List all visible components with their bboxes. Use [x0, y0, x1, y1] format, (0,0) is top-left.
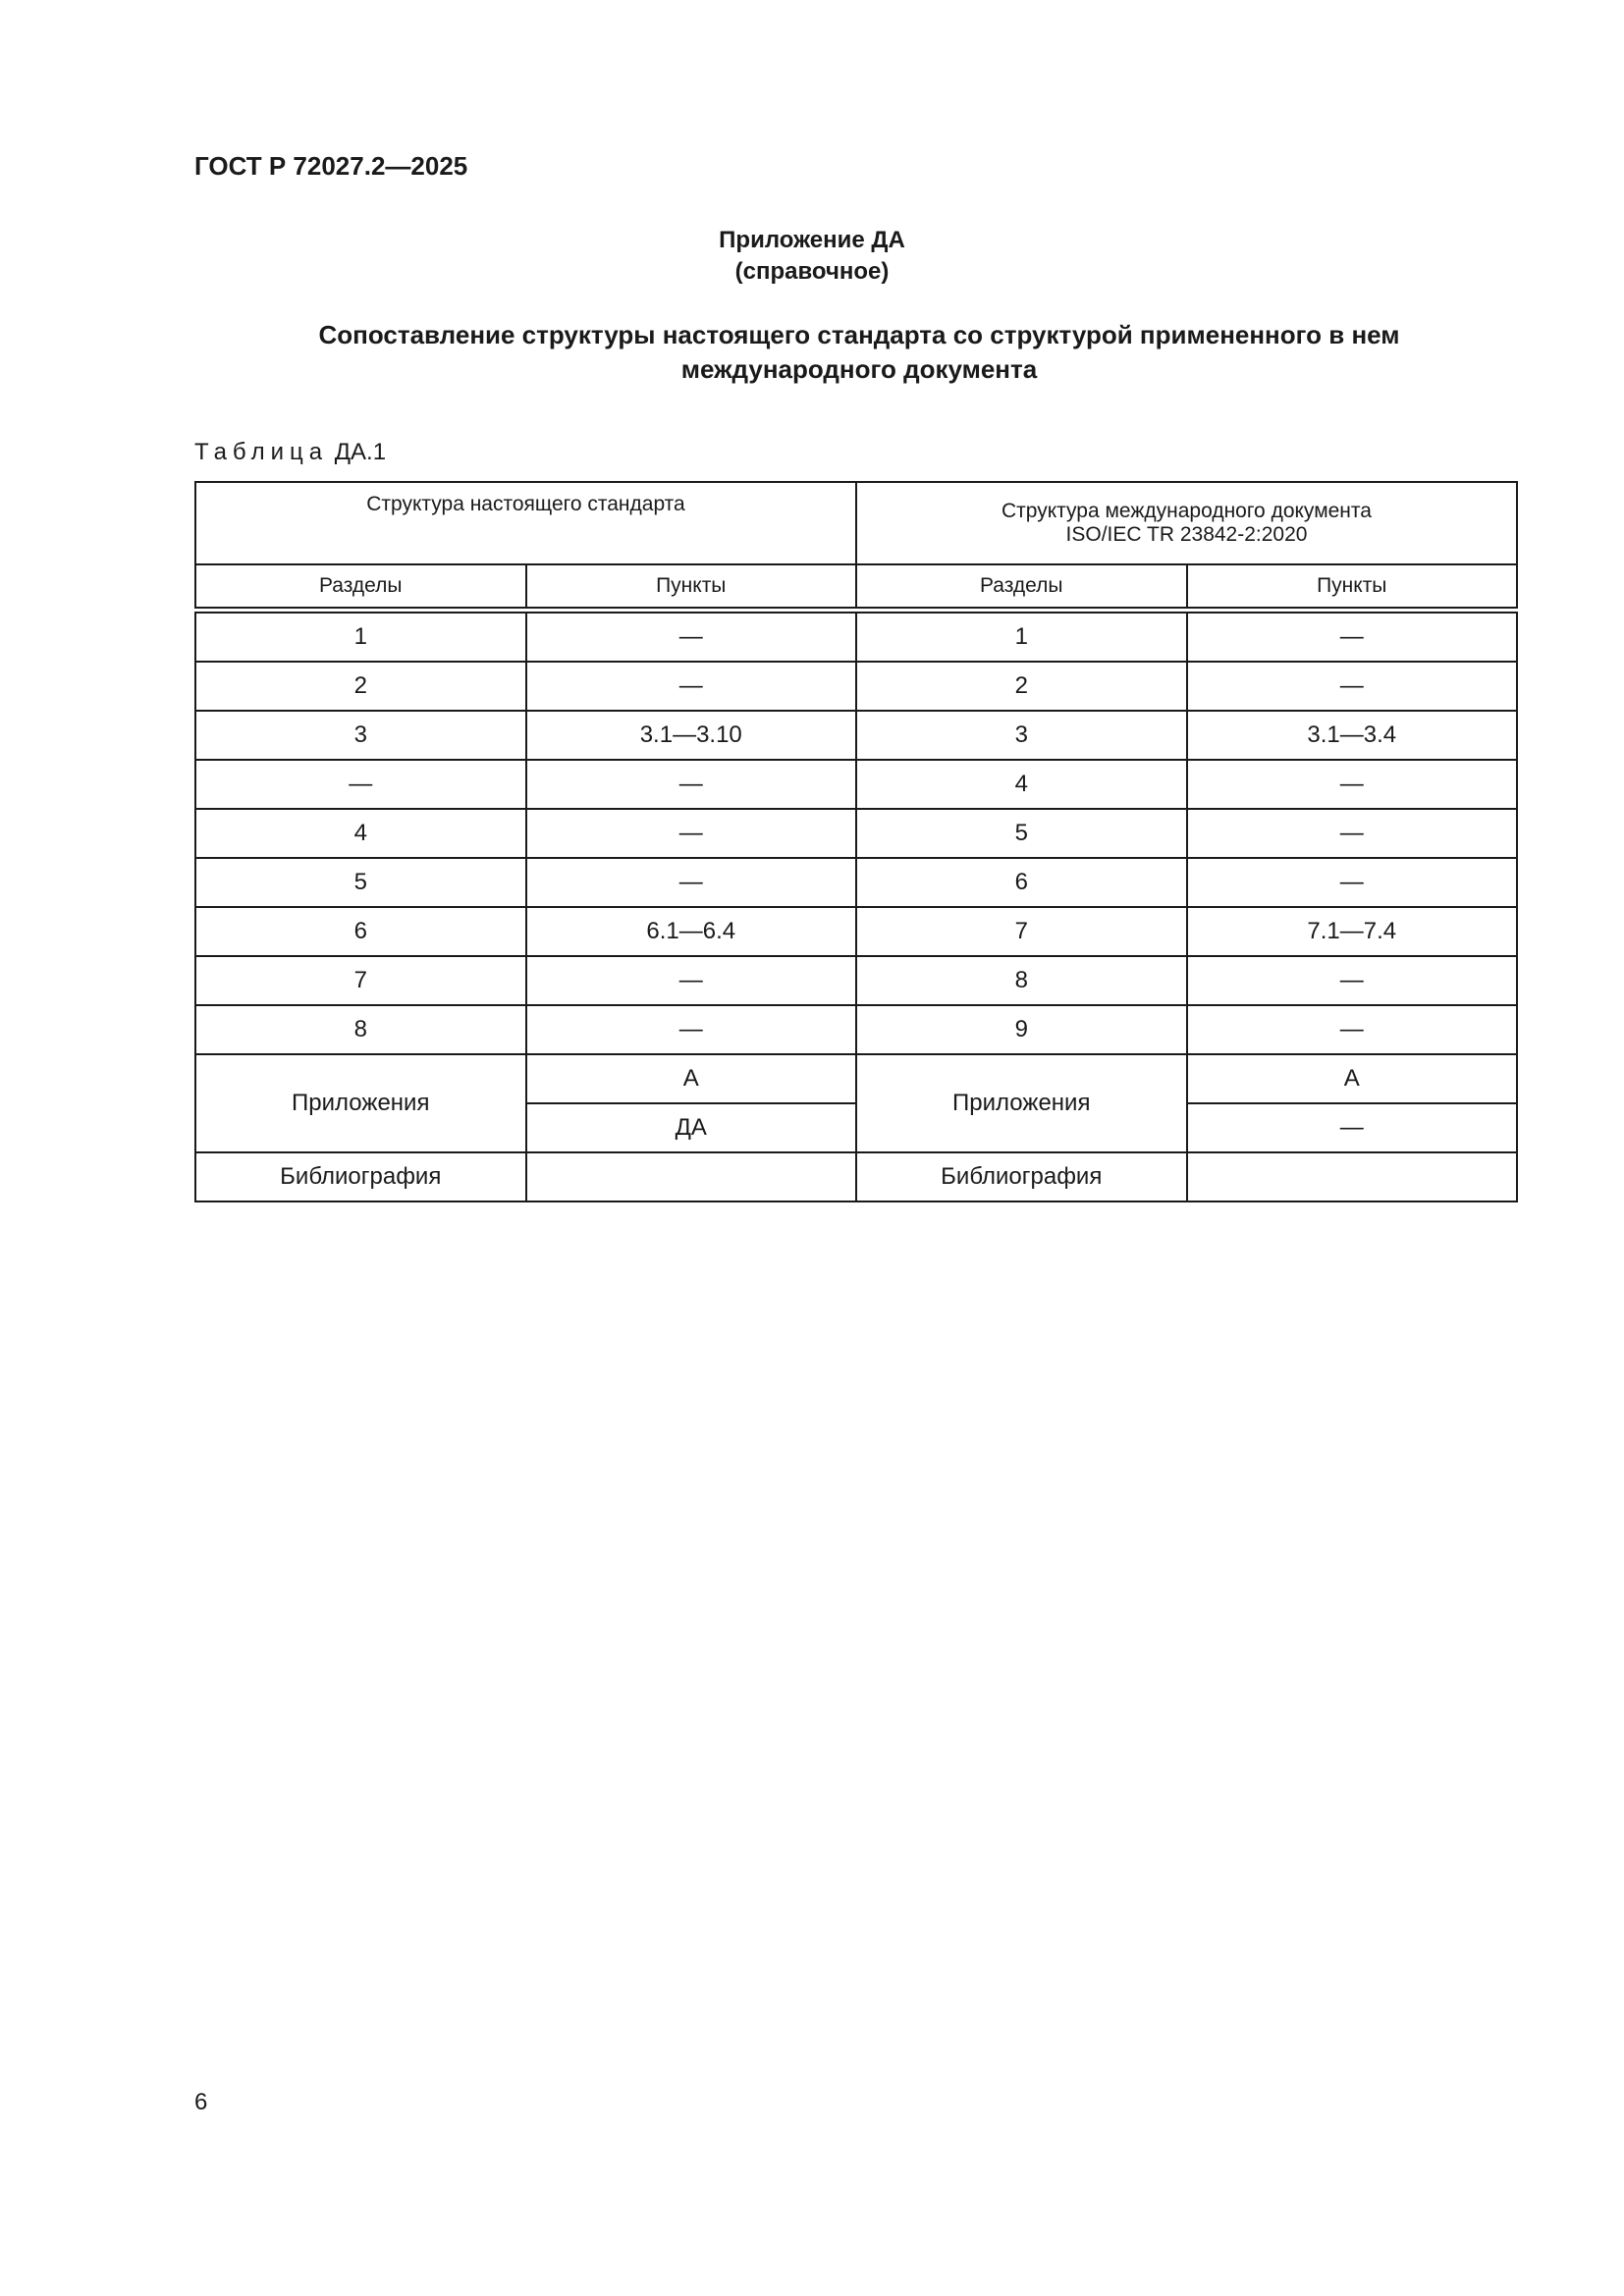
table-cell: 6: [195, 907, 526, 956]
table-row: [195, 1005, 1517, 1054]
table-cell: —: [1187, 760, 1518, 809]
table-cell: 1: [195, 611, 526, 663]
table-cell: —: [526, 760, 857, 809]
table-cell: —: [526, 662, 857, 711]
table-cell: 5: [856, 809, 1187, 858]
structure-comparison-table: [194, 481, 1518, 1202]
table-cell: 7: [856, 907, 1187, 956]
table-cell: 4: [195, 809, 526, 858]
table-cell: 9: [856, 1005, 1187, 1054]
bibliography-clause-right: [1187, 1152, 1518, 1201]
appendix-title: Приложение ДА: [719, 227, 905, 253]
table-row: [195, 611, 1517, 663]
table-cell: 3: [195, 711, 526, 760]
table-cell: —: [1187, 956, 1518, 1005]
annex-item-right: —: [1187, 1103, 1518, 1152]
header-international-line-2: ISO/IEC TR 23842-2:2020: [1065, 523, 1308, 546]
table-row: [195, 907, 1517, 956]
bibliography-right: Библиография: [856, 1152, 1187, 1201]
table-cell: 2: [856, 662, 1187, 711]
table-cell: —: [526, 858, 857, 907]
table-cell: 4: [856, 760, 1187, 809]
annex-label-left: Приложения: [195, 1054, 526, 1152]
table-cell: —: [1187, 1005, 1518, 1054]
table-group-header-row: [195, 482, 1517, 564]
table-cell: 3.1—3.4: [1187, 711, 1518, 760]
col-header-clauses-right: Пункты: [1187, 564, 1518, 611]
table-cell: 2: [195, 662, 526, 711]
col-header-sections-right: Разделы: [856, 564, 1187, 611]
table-cell: 7.1—7.4: [1187, 907, 1518, 956]
table-cell: 6: [856, 858, 1187, 907]
table-row-bibliography: [195, 1152, 1517, 1201]
col-header-clauses-left: Пункты: [526, 564, 857, 611]
table-cell: 6.1—6.4: [526, 907, 857, 956]
document-code: ГОСТ Р 72027.2—2025: [194, 151, 468, 181]
table-cell: 1: [856, 611, 1187, 663]
table-row: [195, 711, 1517, 760]
table-cell: 8: [856, 956, 1187, 1005]
table-cell: —: [526, 956, 857, 1005]
table-cell: —: [1187, 662, 1518, 711]
header-this-standard: Структура настоящего стандарта: [195, 482, 856, 564]
table-cell: 3.1—3.10: [526, 711, 857, 760]
table-cell: —: [526, 1005, 857, 1054]
table-cell: 7: [195, 956, 526, 1005]
table-cell: 5: [195, 858, 526, 907]
table-cell: —: [526, 611, 857, 663]
bibliography-clause-left: [526, 1152, 857, 1201]
table-cell: —: [526, 809, 857, 858]
table-row-annexes: [195, 1054, 1517, 1103]
page-number: 6: [194, 2089, 208, 2115]
header-international-line-1: Структура международного документа: [1001, 500, 1372, 522]
table-cell: 3: [856, 711, 1187, 760]
table-cell: —: [1187, 611, 1518, 663]
table-caption: [194, 439, 386, 466]
table-cell: —: [195, 760, 526, 809]
annex-item-left: ДА: [526, 1103, 857, 1152]
table-cell: —: [1187, 858, 1518, 907]
table-row: [195, 809, 1517, 858]
annex-label-right: Приложения: [856, 1054, 1187, 1152]
table-cell: 8: [195, 1005, 526, 1054]
table-caption-number: ДА.1: [328, 439, 387, 465]
header-international-document: [856, 482, 1517, 564]
heading-line-2: международного документа: [680, 354, 1038, 384]
table-row: [195, 662, 1517, 711]
appendix-type: (справочное): [734, 258, 890, 285]
heading-line-1: Сопоставление структуры настоящего стандарта со структурой примененного в нем: [318, 320, 1400, 349]
table-cell: —: [1187, 809, 1518, 858]
table-caption-word: Таблица: [194, 439, 329, 465]
annex-item-left: А: [526, 1054, 857, 1103]
bibliography-left: Библиография: [195, 1152, 526, 1201]
annex-item-right: А: [1187, 1054, 1518, 1103]
appendix-heading: [236, 318, 1483, 387]
table-row: [195, 760, 1517, 809]
table-column-header-row: [195, 564, 1517, 611]
table-row: [195, 956, 1517, 1005]
table-row: [195, 858, 1517, 907]
col-header-sections-left: Разделы: [195, 564, 526, 611]
